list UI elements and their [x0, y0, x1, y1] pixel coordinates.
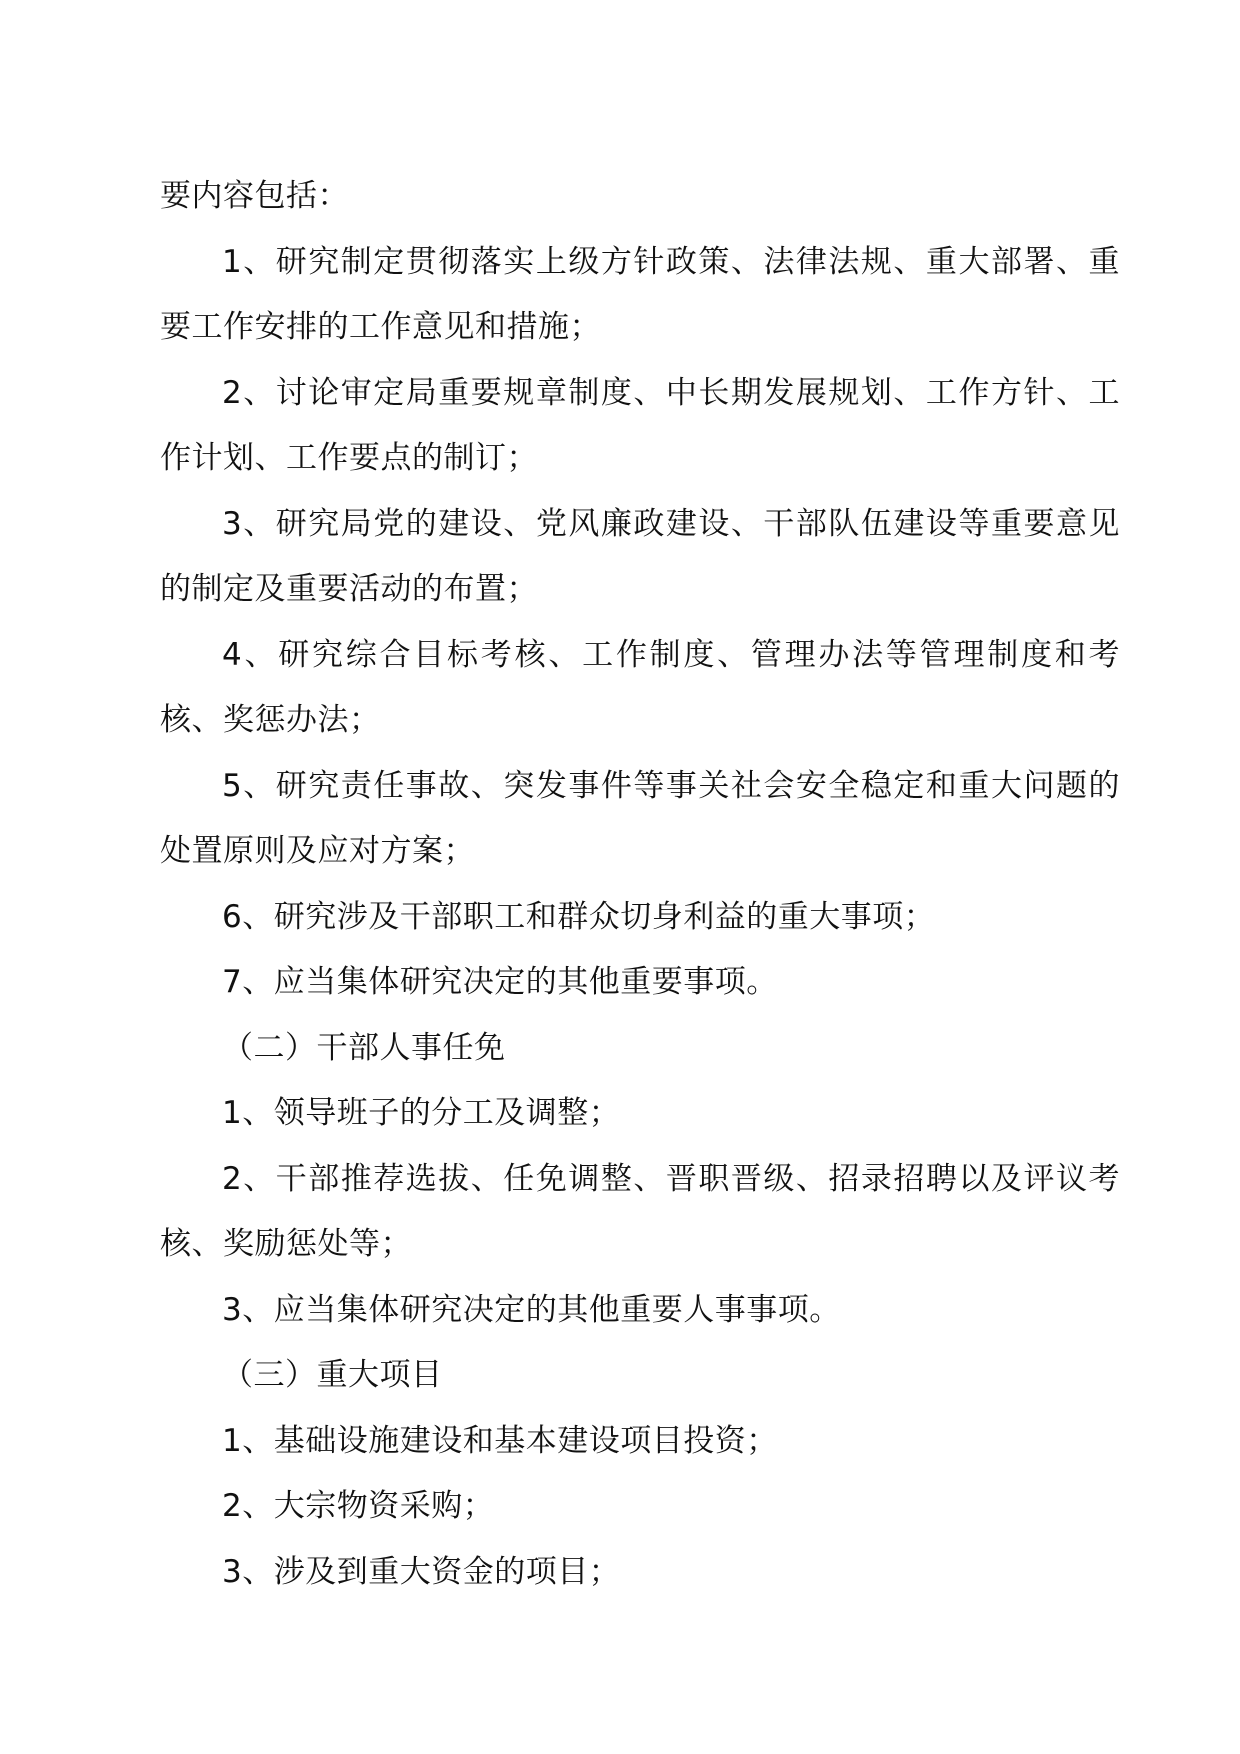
list-item: 1、领导班子的分工及调整； [222, 1095, 621, 1131]
paragraph-intro-continuation: 要内容包括： [160, 178, 349, 214]
list-item: 2、讨论审定局重要规章制度、中长期发展规划、工作方针、工作计划、工作要点的制订； [160, 374, 1120, 476]
list-item: 3、涉及到重大资金的项目； [222, 1553, 621, 1590]
list-item: 3、应当集体研究决定的其他重要人事事项。 [222, 1291, 841, 1328]
list-item: 2、大宗物资采购； [222, 1488, 495, 1524]
list-item: 5、研究责任事故、突发事件等事关社会安全稳定和重大问题的处置原则及应对方案； [160, 767, 1120, 869]
list-item: 7、应当集体研究决定的其他重要事项。 [222, 964, 778, 1000]
list-item: 3、研究局党的建设、党风廉政建设、干部队伍建设等重要意见的制定及重要活动的布置； [160, 505, 1120, 607]
list-item: 1、研究制定贯彻落实上级方针政策、法律法规、重大部署、重要工作安排的工作意见和措施； [160, 243, 1120, 345]
document-body [160, 164, 1120, 1605]
section-heading: （三）重大项目 [222, 1357, 443, 1393]
list-item: 4、研究综合目标考核、工作制度、管理办法等管理制度和考核、奖惩办法； [160, 636, 1120, 738]
list-item: 6、研究涉及干部职工和群众切身利益的重大事项； [222, 898, 936, 935]
list-item: 1、基础设施建设和基本建设项目投资； [222, 1422, 778, 1459]
list-item: 2、干部推荐选拔、任免调整、晋职晋级、招录招聘以及评议考核、奖励惩处等； [160, 1160, 1120, 1262]
section-heading: （二）干部人事任免 [222, 1029, 506, 1066]
